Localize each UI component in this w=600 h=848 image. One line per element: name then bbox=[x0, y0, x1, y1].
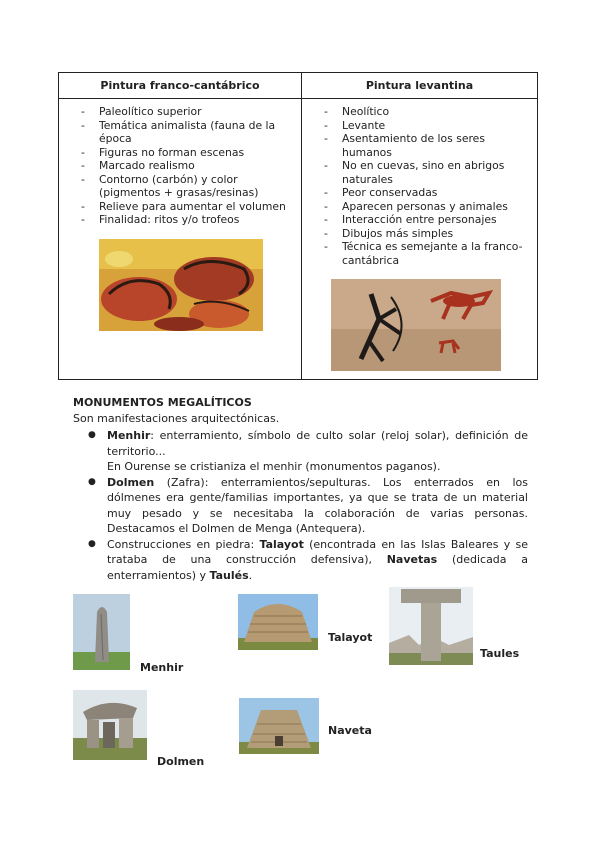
bullet-icon: ● bbox=[88, 430, 96, 440]
list-item-menhir bbox=[73, 428, 528, 475]
dolmen-description: (Zafra): enterramientos/sepulturas. Los enterrados en los dólmenes era gente/familias importantes, ya que se trata de un material muy pesado y se necesitaba la colaboración de varias personas. Destacamos el Dolmen de Menga (Antequera). bbox=[107, 475, 528, 535]
taules-image bbox=[389, 587, 473, 665]
left-list bbox=[59, 105, 301, 227]
list-item: - Relieve para aumentar el volumen bbox=[59, 200, 301, 214]
section-title: MONUMENTOS MEGALÍTICOS bbox=[73, 396, 252, 409]
list-item: - Figuras no forman escenas bbox=[59, 146, 301, 160]
menhir-image bbox=[73, 594, 130, 670]
bullet-icon: ● bbox=[88, 538, 96, 549]
talayot-image bbox=[238, 594, 318, 650]
taules-caption: Taules bbox=[480, 647, 520, 660]
stone-end: . bbox=[248, 568, 253, 582]
term-taules: Taulés bbox=[209, 568, 249, 582]
list-item: - Finalidad: ritos y/o trofeos bbox=[59, 213, 301, 227]
stone-prefix: Construcciones en piedra: bbox=[107, 537, 260, 551]
menhir-extra: En Ourense se cristianiza el menhir (monumentos paganos). bbox=[107, 460, 441, 473]
left-header: Pintura franco-cantábrico bbox=[59, 73, 301, 99]
term-menhir: Menhir bbox=[107, 429, 151, 442]
list-item-stone bbox=[73, 537, 528, 584]
navetas-description: (dedicada a enterramientos) y bbox=[107, 553, 528, 582]
bullet-icon: ● bbox=[88, 476, 96, 487]
altamira-bison-image bbox=[99, 239, 263, 331]
list-item: - Contorno (carbón) y color (pigmentos + grasas/resinas) bbox=[59, 173, 301, 200]
list-item: - Marcado realismo bbox=[59, 159, 301, 173]
list-item: - No en cuevas, sino en abrigos naturales bbox=[302, 159, 537, 186]
section-intro: Son manifestaciones arquitectónicas. bbox=[73, 412, 280, 425]
megalith-list bbox=[73, 428, 528, 583]
naveta-image bbox=[239, 698, 319, 754]
list-item: - Neolítico bbox=[302, 105, 537, 119]
talayot-caption: Talayot bbox=[328, 631, 373, 644]
menhir-caption: Menhir bbox=[140, 661, 184, 674]
dolmen-image bbox=[73, 690, 147, 760]
term-dolmen: Dolmen bbox=[107, 475, 155, 489]
menhir-description: : enterramiento, símbolo de culto solar (reloj solar), definición de territorio... bbox=[107, 429, 528, 458]
talayot-description: (encontrada en las Islas Baleares y se trataba de una construcción defensiva), bbox=[107, 537, 528, 566]
franco-cantabrico-column bbox=[59, 73, 302, 379]
list-item: - Asentamiento de los seres humanos bbox=[302, 132, 537, 159]
comparison-table bbox=[58, 72, 538, 380]
naveta-caption: Naveta bbox=[328, 724, 372, 737]
right-list bbox=[302, 105, 537, 267]
list-item: - Levante bbox=[302, 119, 537, 133]
list-item: - Interacción entre personajes bbox=[302, 213, 537, 227]
term-navetas: Navetas bbox=[386, 553, 438, 566]
list-item-dolmen bbox=[73, 475, 528, 537]
term-talayot: Talayot bbox=[259, 537, 304, 551]
levantine-rock-art-image bbox=[331, 279, 501, 371]
list-item: - Dibujos más simples bbox=[302, 227, 537, 241]
dolmen-caption: Dolmen bbox=[157, 755, 205, 768]
list-item: - Temática animalista (fauna de la época bbox=[59, 119, 301, 146]
list-item: - Paleolítico superior bbox=[59, 105, 301, 119]
list-item: - Técnica es semejante a la franco-cantábrica bbox=[302, 240, 537, 267]
list-item: - Peor conservadas bbox=[302, 186, 537, 200]
list-item: - Aparecen personas y animales bbox=[302, 200, 537, 214]
right-header: Pintura levantina bbox=[302, 73, 537, 99]
levantina-column bbox=[302, 73, 537, 379]
